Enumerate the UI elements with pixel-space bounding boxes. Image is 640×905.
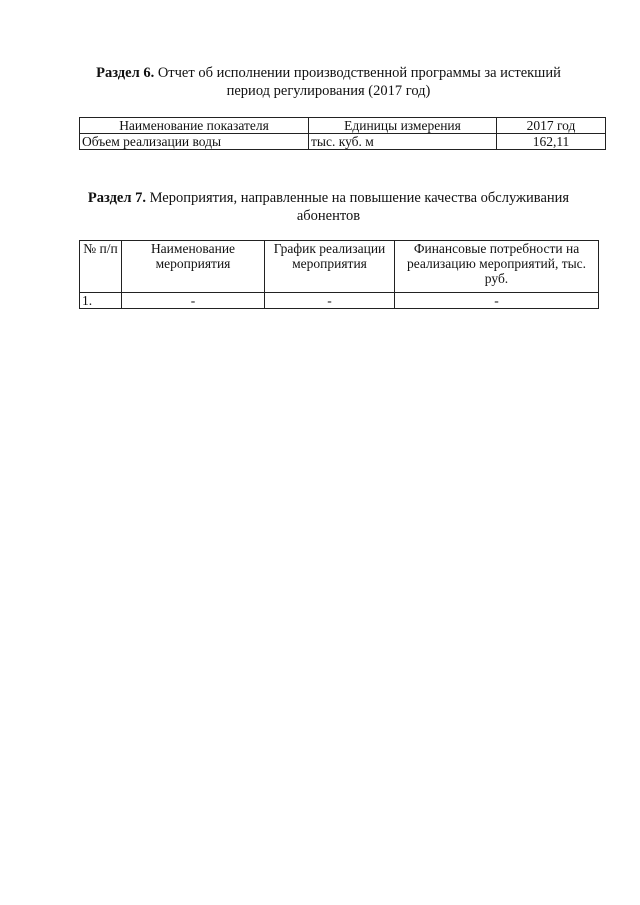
- cell-financing: -: [395, 293, 599, 309]
- section-6-table: [79, 117, 606, 150]
- section-7-heading-text: Мероприятия, направленные на повышение качества обслуживания абонентов: [145, 190, 570, 224]
- section-6-title: [80, 64, 577, 100]
- header-cell-year: 2017 год: [497, 118, 606, 134]
- cell-units: тыс. куб. м: [309, 134, 497, 150]
- section-6-number: Раздел 6.: [96, 65, 155, 81]
- table-header-row: [80, 118, 606, 134]
- header-cell-measure-name: Наименование мероприятия: [122, 241, 265, 293]
- section-6-heading-text: Отчет об исполнении производственной программы за истекший период регулирования (2017 год): [154, 65, 561, 99]
- header-cell-units: Единицы измерения: [309, 118, 497, 134]
- header-cell-financing: Финансовые потребности на реализацию мероприятий, тыс. руб.: [395, 241, 599, 293]
- cell-indicator: Объем реализации воды: [80, 134, 309, 150]
- header-cell-indicator: Наименование показателя: [80, 118, 309, 134]
- cell-number: 1.: [80, 293, 122, 309]
- cell-measure-name: -: [122, 293, 265, 309]
- table-row: [80, 293, 599, 309]
- cell-schedule: -: [265, 293, 395, 309]
- header-cell-number: № п/п: [80, 241, 122, 293]
- section-7-number: Раздел 7.: [87, 190, 146, 206]
- table-header-row: [80, 241, 599, 293]
- section-7-table: [79, 240, 599, 309]
- table-row: [80, 134, 606, 150]
- section-7-title: [80, 189, 577, 225]
- header-cell-schedule: График реализации мероприятия: [265, 241, 395, 293]
- cell-value: 162,11: [497, 134, 606, 150]
